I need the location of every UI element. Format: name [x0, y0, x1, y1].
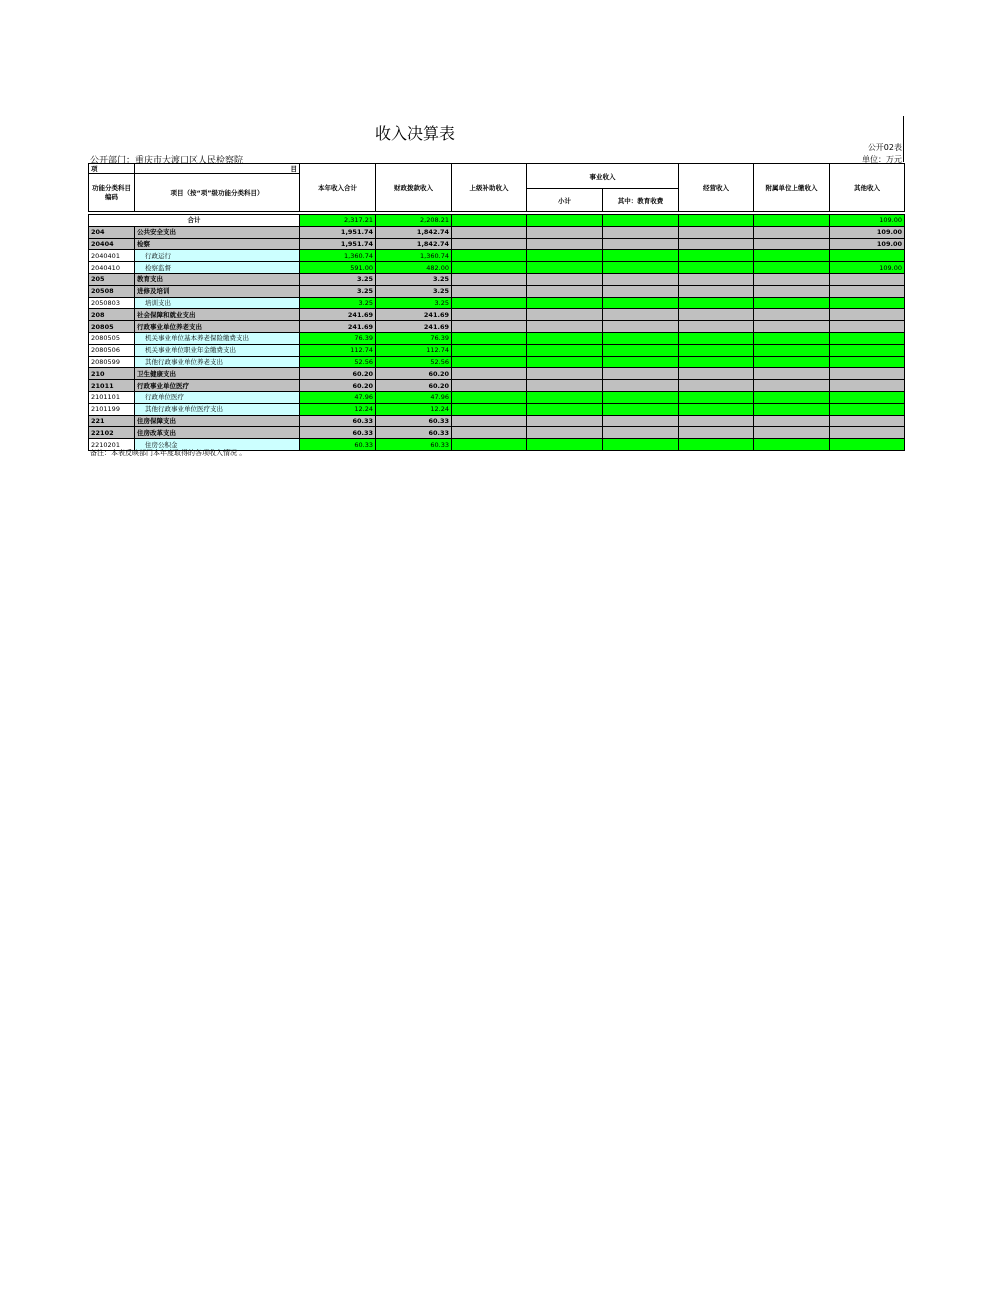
cell-code: 204: [89, 226, 135, 238]
cell-affiliated: [754, 403, 830, 415]
cell-code: 20508: [89, 285, 135, 297]
cell-fiscal: 241.69: [376, 309, 452, 321]
cell-business: [527, 356, 603, 368]
cell-subsidy: [452, 403, 527, 415]
cell-fiscal: 1,842.74: [376, 238, 452, 250]
cell-business-edu: [603, 344, 679, 356]
cell-affiliated: [754, 427, 830, 439]
cell-business-edu: [603, 368, 679, 380]
cell-name: 机关事业单位职业年金缴费支出: [135, 344, 300, 356]
cell-business: [527, 380, 603, 392]
cell-business: [527, 250, 603, 262]
table-row: [89, 262, 905, 274]
cell-affiliated: [754, 332, 830, 344]
cell-business: [527, 403, 603, 415]
cell-fiscal: 3.25: [376, 297, 452, 309]
cell-name: 机关事业单位基本养老保险缴费支出: [135, 332, 300, 344]
cell-name: 其他行政事业单位养老支出: [135, 356, 300, 368]
table-row: [89, 226, 905, 238]
cell-name: 卫生健康支出: [135, 368, 300, 380]
cell-fiscal: 1,360.74: [376, 250, 452, 262]
header-business-subtotal: 小计: [527, 189, 603, 212]
cell-total: 241.69: [300, 309, 376, 321]
cell-business-edu: [603, 226, 679, 238]
table-row: [89, 391, 905, 403]
cell-total: 60.33: [300, 415, 376, 427]
cell-subsidy: [452, 226, 527, 238]
cell-total: 60.33: [300, 427, 376, 439]
table-row: [89, 356, 905, 368]
cell-subsidy: [452, 439, 527, 451]
table-row: [89, 427, 905, 439]
cell-name: 社会保障和就业支出: [135, 309, 300, 321]
cell-operating: [679, 368, 754, 380]
cell-operating: [679, 285, 754, 297]
header-business: 事业收入: [527, 164, 679, 189]
table-row: [89, 332, 905, 344]
cell-operating: [679, 273, 754, 285]
cell-operating: [679, 332, 754, 344]
cell-fiscal: 60.20: [376, 380, 452, 392]
cell-fiscal: 482.00: [376, 262, 452, 274]
cell-name: 检察监督: [135, 262, 300, 274]
header-code: 功能分类科目编码: [89, 174, 135, 212]
cell-subsidy: [452, 391, 527, 403]
cell-operating: [679, 262, 754, 274]
header-other: 其他收入: [830, 164, 905, 212]
cell-other: [830, 297, 905, 309]
cell-business: [527, 238, 603, 250]
cell-affiliated: [754, 250, 830, 262]
cell-subsidy: [452, 368, 527, 380]
cell-code: 221: [89, 415, 135, 427]
cell-fiscal: 60.33: [376, 415, 452, 427]
cell-subsidy: [452, 356, 527, 368]
cell-code: 2040410: [89, 262, 135, 274]
table-row: [89, 368, 905, 380]
cell-name: 住房公积金: [135, 439, 300, 451]
cell-business: [527, 226, 603, 238]
cell-fiscal: 112.74: [376, 344, 452, 356]
header-operating: 经营收入: [679, 164, 754, 212]
cell-code: 2101199: [89, 403, 135, 415]
cell-business-edu: [603, 332, 679, 344]
header-subsidy: 上级补助收入: [452, 164, 527, 212]
total-row: [89, 215, 905, 227]
income-table: [88, 163, 905, 451]
cell-affiliated: [754, 439, 830, 451]
cell-subsidy: [452, 238, 527, 250]
cell-fiscal: 60.33: [376, 427, 452, 439]
cell-fiscal: 60.33: [376, 439, 452, 451]
cell-subsidy: [452, 415, 527, 427]
table-row: [89, 380, 905, 392]
total-cell-operating: [679, 215, 754, 227]
cell-business: [527, 262, 603, 274]
cell-total: 1,951.74: [300, 238, 376, 250]
cell-business-edu: [603, 391, 679, 403]
cell-business-edu: [603, 273, 679, 285]
total-cell-business: [527, 215, 603, 227]
cell-other: [830, 380, 905, 392]
cell-operating: [679, 238, 754, 250]
cell-name: 检察: [135, 238, 300, 250]
cell-affiliated: [754, 380, 830, 392]
cell-fiscal: 241.69: [376, 321, 452, 333]
cell-business-edu: [603, 309, 679, 321]
table-row: [89, 309, 905, 321]
cell-name: 住房保障支出: [135, 415, 300, 427]
cell-operating: [679, 427, 754, 439]
cell-name: 行政运行: [135, 250, 300, 262]
cell-fiscal: 76.39: [376, 332, 452, 344]
cell-other: [830, 356, 905, 368]
cell-total: 52.56: [300, 356, 376, 368]
cell-other: [830, 273, 905, 285]
cell-total: 3.25: [300, 297, 376, 309]
total-label: 合计: [89, 215, 300, 227]
cell-business: [527, 368, 603, 380]
total-cell-subsidy: [452, 215, 527, 227]
cell-business-edu: [603, 415, 679, 427]
cell-subsidy: [452, 427, 527, 439]
cell-total: 76.39: [300, 332, 376, 344]
cell-operating: [679, 356, 754, 368]
cell-code: 2080506: [89, 344, 135, 356]
cell-operating: [679, 380, 754, 392]
cell-subsidy: [452, 380, 527, 392]
cell-other: [830, 391, 905, 403]
cell-total: 1,360.74: [300, 250, 376, 262]
cell-business-edu: [603, 285, 679, 297]
cell-total: 60.20: [300, 368, 376, 380]
cell-subsidy: [452, 297, 527, 309]
cell-total: 60.33: [300, 439, 376, 451]
table-body: [89, 215, 905, 451]
cell-affiliated: [754, 226, 830, 238]
cell-fiscal: 60.20: [376, 368, 452, 380]
cell-business: [527, 297, 603, 309]
cell-code: 21011: [89, 380, 135, 392]
cell-business-edu: [603, 427, 679, 439]
cell-business: [527, 427, 603, 439]
cell-subsidy: [452, 250, 527, 262]
cell-business: [527, 391, 603, 403]
cell-other: [830, 332, 905, 344]
cell-business-edu: [603, 321, 679, 333]
cell-name: 行政单位医疗: [135, 391, 300, 403]
table-row: [89, 403, 905, 415]
cell-subsidy: [452, 273, 527, 285]
cell-code: 20404: [89, 238, 135, 250]
cell-name: 培训支出: [135, 297, 300, 309]
total-cell-total: 2,317.21: [300, 215, 376, 227]
cell-other: [830, 427, 905, 439]
header-name: 项目（按“项”级功能分类科目）: [135, 174, 300, 212]
cell-other: [830, 368, 905, 380]
table-row: [89, 273, 905, 285]
header-business-edu: 其中：教育收费: [603, 189, 679, 212]
cell-other: 109.00: [830, 262, 905, 274]
cell-affiliated: [754, 391, 830, 403]
cell-total: 591.00: [300, 262, 376, 274]
cell-affiliated: [754, 356, 830, 368]
table-row: [89, 238, 905, 250]
cell-other: 109.00: [830, 226, 905, 238]
cell-business: [527, 332, 603, 344]
cell-code: 2080505: [89, 332, 135, 344]
cell-name: 行政事业单位养老支出: [135, 321, 300, 333]
cell-operating: [679, 297, 754, 309]
cell-code: 22102: [89, 427, 135, 439]
cell-business-edu: [603, 356, 679, 368]
department-label: 公开部门：重庆市大渡口区人民检察院: [90, 156, 244, 166]
cell-other: 109.00: [830, 238, 905, 250]
header-xiang: 项: [89, 164, 135, 174]
cell-business-edu: [603, 380, 679, 392]
cell-code: 2040401: [89, 250, 135, 262]
cell-business-edu: [603, 297, 679, 309]
table-row: [89, 285, 905, 297]
form-number: 公开02表: [867, 143, 902, 152]
cell-other: [830, 285, 905, 297]
cell-business-edu: [603, 403, 679, 415]
cell-name: 住房改革支出: [135, 427, 300, 439]
cell-operating: [679, 344, 754, 356]
cell-affiliated: [754, 285, 830, 297]
table-row: [89, 297, 905, 309]
cell-subsidy: [452, 285, 527, 297]
cell-operating: [679, 226, 754, 238]
cell-code: 205: [89, 273, 135, 285]
header-fiscal: 财政拨款收入: [376, 164, 452, 212]
cell-business: [527, 344, 603, 356]
cell-other: [830, 403, 905, 415]
cell-other: [830, 250, 905, 262]
cell-subsidy: [452, 262, 527, 274]
cell-fiscal: 47.96: [376, 391, 452, 403]
cell-other: [830, 415, 905, 427]
cell-total: 1,951.74: [300, 226, 376, 238]
cell-business-edu: [603, 262, 679, 274]
cell-subsidy: [452, 309, 527, 321]
cell-business: [527, 273, 603, 285]
cell-operating: [679, 391, 754, 403]
total-cell-other: 109.00: [830, 215, 905, 227]
table-row: [89, 250, 905, 262]
cell-operating: [679, 309, 754, 321]
header-total: 本年收入合计: [300, 164, 376, 212]
right-edge-line: [903, 116, 904, 162]
total-cell-affiliated: [754, 215, 830, 227]
cell-total: 112.74: [300, 344, 376, 356]
cell-name: 进修及培训: [135, 285, 300, 297]
cell-total: 47.96: [300, 391, 376, 403]
cell-business-edu: [603, 238, 679, 250]
total-cell-business-edu: [603, 215, 679, 227]
cell-business: [527, 415, 603, 427]
cell-business-edu: [603, 439, 679, 451]
table-header: [89, 164, 905, 215]
cell-subsidy: [452, 344, 527, 356]
cell-fiscal: 52.56: [376, 356, 452, 368]
cell-operating: [679, 321, 754, 333]
cell-business-edu: [603, 250, 679, 262]
header-mu: 目: [135, 164, 300, 174]
cell-business: [527, 309, 603, 321]
cell-other: [830, 309, 905, 321]
cell-affiliated: [754, 309, 830, 321]
cell-business: [527, 439, 603, 451]
cell-name: 公共安全支出: [135, 226, 300, 238]
cell-other: [830, 344, 905, 356]
cell-subsidy: [452, 321, 527, 333]
cell-affiliated: [754, 368, 830, 380]
cell-total: 3.25: [300, 273, 376, 285]
cell-affiliated: [754, 415, 830, 427]
cell-total: 60.20: [300, 380, 376, 392]
cell-fiscal: 12.24: [376, 403, 452, 415]
cell-code: 208: [89, 309, 135, 321]
cell-code: 210: [89, 368, 135, 380]
cell-name: 行政事业单位医疗: [135, 380, 300, 392]
cell-code: 20805: [89, 321, 135, 333]
cell-operating: [679, 403, 754, 415]
header-affiliated: 附属单位上缴收入: [754, 164, 830, 212]
cell-name: 教育支出: [135, 273, 300, 285]
unit-label: 单位：万元: [862, 155, 902, 164]
cell-other: [830, 321, 905, 333]
table-row: [89, 344, 905, 356]
cell-affiliated: [754, 238, 830, 250]
cell-operating: [679, 439, 754, 451]
table-row: [89, 321, 905, 333]
cell-affiliated: [754, 273, 830, 285]
cell-affiliated: [754, 344, 830, 356]
cell-code: 2101101: [89, 391, 135, 403]
cell-fiscal: 3.25: [376, 273, 452, 285]
cell-fiscal: 1,842.74: [376, 226, 452, 238]
page-title: 收入决算表: [374, 124, 455, 143]
table-row: [89, 415, 905, 427]
cell-affiliated: [754, 262, 830, 274]
cell-business: [527, 321, 603, 333]
cell-total: 12.24: [300, 403, 376, 415]
cell-operating: [679, 415, 754, 427]
cell-business: [527, 285, 603, 297]
cell-subsidy: [452, 332, 527, 344]
footnote: 备注：本表反映部门本年度取得的各项收入情况 。: [90, 449, 247, 457]
cell-name: 其他行政事业单位医疗支出: [135, 403, 300, 415]
cell-total: 3.25: [300, 285, 376, 297]
cell-other: [830, 439, 905, 451]
cell-affiliated: [754, 297, 830, 309]
cell-code: 2050803: [89, 297, 135, 309]
total-cell-fiscal: 2,208.21: [376, 215, 452, 227]
cell-fiscal: 3.25: [376, 285, 452, 297]
cell-code: 2210201: [89, 439, 135, 451]
cell-operating: [679, 250, 754, 262]
cell-affiliated: [754, 321, 830, 333]
cell-total: 241.69: [300, 321, 376, 333]
cell-code: 2080599: [89, 356, 135, 368]
